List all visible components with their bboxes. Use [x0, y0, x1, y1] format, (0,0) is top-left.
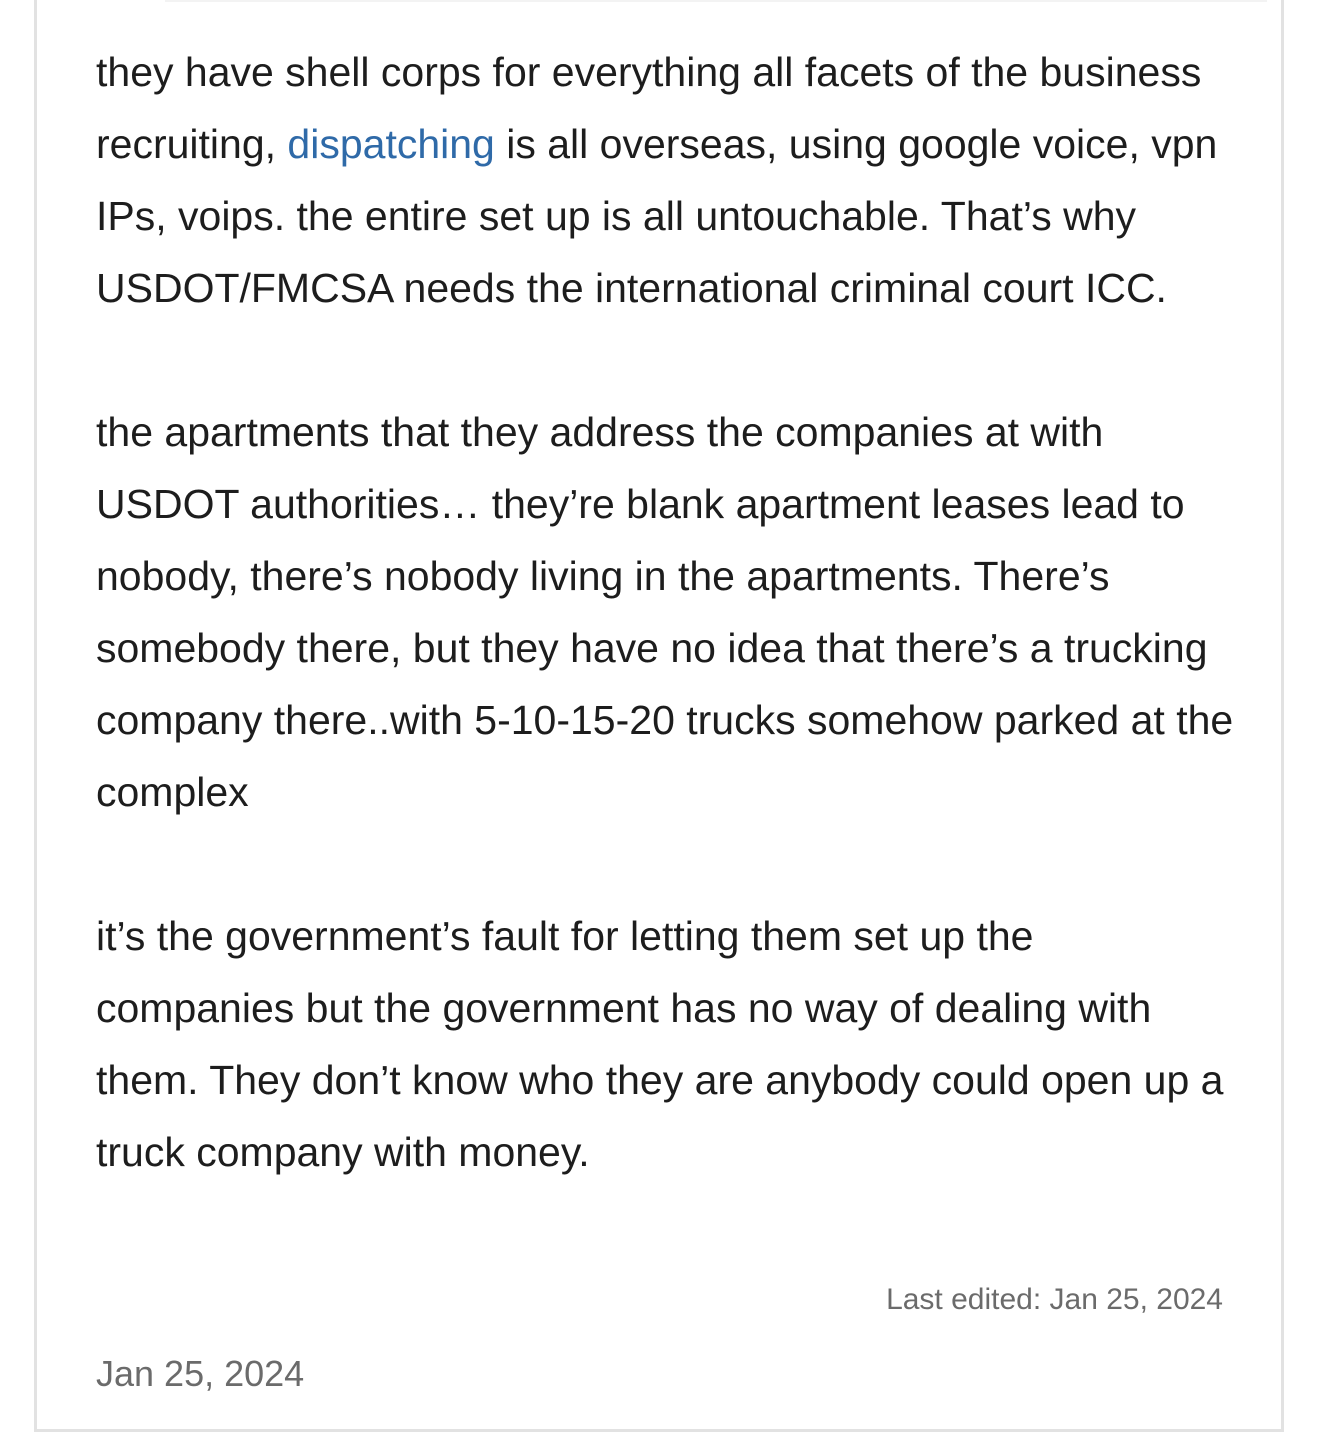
paragraph-1-text-after-link: is all overseas, using google voice, vpn IPs, voips. the entire set up is all untouchable. That’s why USDOT/FMCSA needs the international criminal court ICC. — [96, 121, 1218, 311]
message-paragraph-1 — [96, 36, 1236, 324]
dispatching-link[interactable]: dispatching — [287, 121, 495, 167]
message-paragraph-3: it’s the government’s fault for letting them set up the companies but the government has no way of dealing with them. They don’t know who they are anybody could open up a truck company with money. — [96, 913, 1224, 1175]
post-date[interactable]: Jan 25, 2024 — [96, 1353, 305, 1394]
message-body — [96, 36, 1236, 1188]
last-edited-label: Last edited: Jan 25, 2024 — [886, 1283, 1223, 1316]
paragraph-1-text-before-link: they have shell corps for everything all facets of the business recruiting, — [96, 49, 1202, 167]
quote-block-remnant — [165, 0, 1267, 2]
message-paragraph-2: the apartments that they address the companies at with USDOT authorities… they’re blank apartment leases lead to nobody, there’s nobody living in the apartments. There’s somebody there, but they have no idea that there’s a trucking company there..with 5-10-15-20 trucks somehow parked at the complex — [96, 409, 1234, 815]
